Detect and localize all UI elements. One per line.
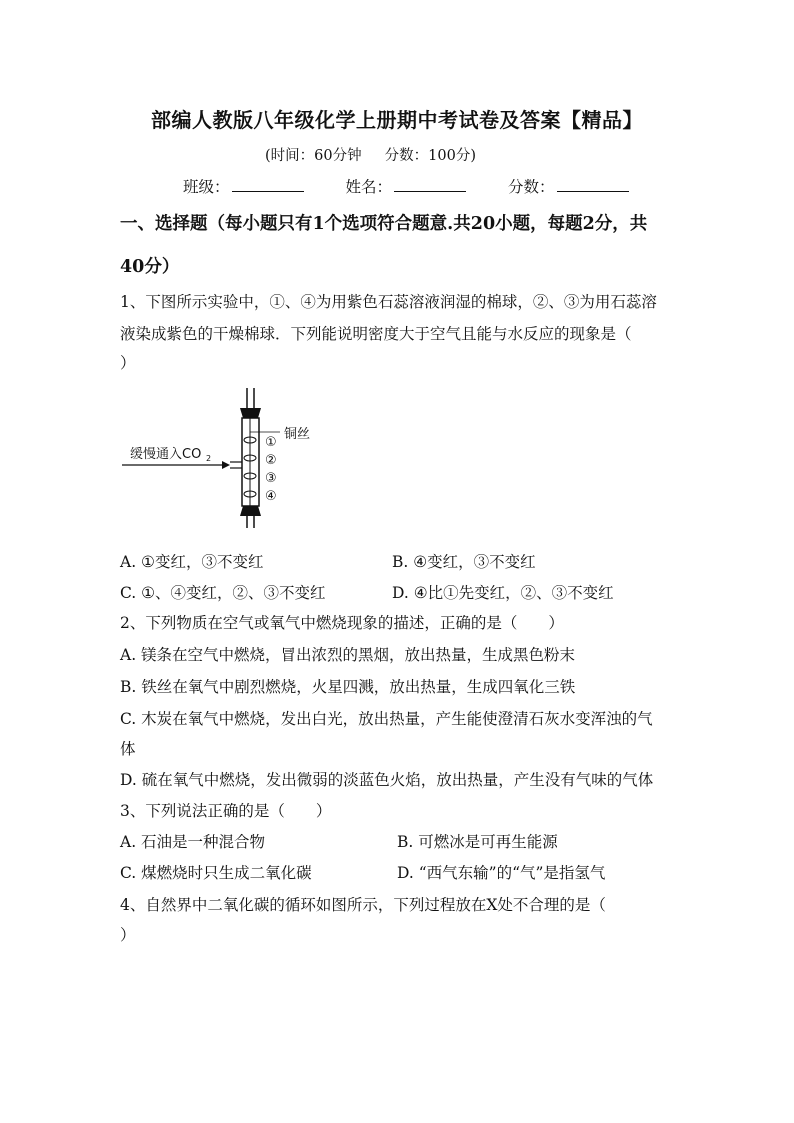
class-label: 班级： — [183, 178, 230, 196]
q2-option-a[interactable]: A. 镁条在空气中燃烧，冒出浓烈的黑烟，放出热量，生成黑色粉末 — [120, 646, 576, 664]
marker-1: ① — [265, 435, 277, 450]
name-label: 姓名： — [345, 178, 393, 196]
q2-option-c-line2[interactable]: 体 — [120, 740, 136, 758]
q1-option-d[interactable]: D. ④比①先变红，②、③不变红 — [392, 584, 614, 602]
q4-stem-line1: 4、自然界中二氧化碳的循环如图所示，下列过程放在X处不合理的是（ — [120, 896, 606, 914]
score-blank[interactable] — [557, 177, 629, 192]
q1-option-a[interactable]: A. ①变红，③不变红 — [120, 553, 264, 571]
marker-3: ③ — [265, 471, 277, 486]
name-blank[interactable] — [394, 177, 466, 192]
q1-option-c[interactable]: C. ①、④变红，②、③不变红 — [120, 584, 326, 602]
exam-title: 部编人教版八年级化学上册期中考试卷及答案【精品】 — [151, 108, 643, 132]
marker-4: ④ — [265, 489, 277, 504]
q2-option-d[interactable]: D. 硫在氧气中燃烧，发出微弱的淡蓝色火焰，放出热量，产生没有气味的气体 — [120, 771, 654, 789]
inlet-label: 缓慢通入CO — [130, 447, 202, 462]
arrow-head — [222, 461, 230, 469]
q3-option-d[interactable]: D. “西气东输”的“气”是指氢气 — [397, 864, 606, 882]
score-label: 分数： — [508, 178, 555, 196]
q3-option-b[interactable]: B. 可燃冰是可再生能源 — [397, 833, 558, 851]
exam-subtitle: (时间：60分钟 分数：100分) — [265, 148, 476, 164]
q2-stem: 2、下列物质在空气或氧气中燃烧现象的描述，正确的是（ ） — [120, 614, 564, 632]
q1-stem-line2: 液染成紫色的干燥棉球．下列能说明密度大于空气且能与水反应的现象是（ — [120, 325, 632, 343]
q3-option-a[interactable]: A. 石油是一种混合物 — [120, 833, 266, 851]
info-fields — [183, 175, 629, 197]
wire-label: 铜丝 — [284, 427, 311, 442]
top-stopper — [240, 408, 261, 418]
q2-option-c-line1[interactable]: C. 木炭在氧气中燃烧，发出白光，放出热量，产生能使澄清石灰水变浑浊的气 — [120, 710, 653, 728]
q3-option-c[interactable]: C. 煤燃烧时只生成二氧化碳 — [120, 864, 312, 882]
q3-stem: 3、下列说法正确的是（ ） — [120, 802, 332, 820]
marker-2: ② — [265, 453, 277, 468]
q1-apparatus-figure — [118, 388, 328, 533]
inlet-subscript: 2 — [206, 454, 212, 463]
q1-option-b[interactable]: B. ④变红，③不变红 — [392, 553, 536, 571]
section-heading-line2: 40分） — [120, 257, 180, 277]
q4-stem-line2: ） — [120, 926, 136, 944]
q1-stem-line3: ） — [120, 354, 136, 372]
q1-stem-line1: 1、下图所示实验中，①、④为用紫色石蕊溶液润湿的棉球，②、③为用石蕊溶 — [120, 293, 657, 311]
section-heading-line1: 一、选择题（每小题只有1个选项符合题意.共20小题，每题2分，共 — [120, 214, 648, 234]
q2-option-b[interactable]: B. 铁丝在氧气中剧烈燃烧，火星四溅，放出热量，生成四氧化三铁 — [120, 678, 576, 696]
class-blank[interactable] — [232, 177, 304, 192]
bottom-stopper — [240, 506, 261, 516]
